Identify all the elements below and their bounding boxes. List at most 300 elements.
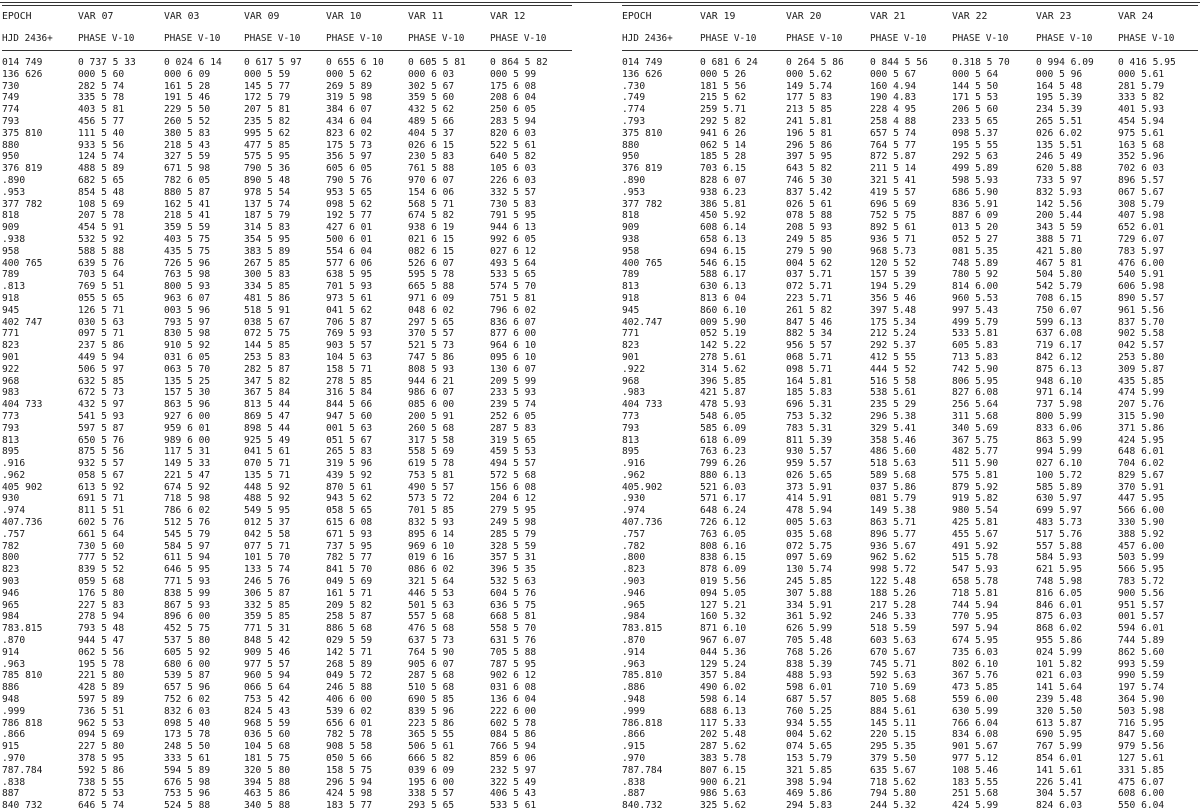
phase-magnitude-cell: 325 5.62 (700, 800, 747, 812)
phase-magnitude-cell: 293 5 65 (408, 800, 455, 812)
phase-magnitude-cell: 0 681 6 24 (700, 57, 758, 68)
phase-magnitude-cell: 221 5 47 (164, 469, 211, 481)
right-subheader-row (622, 28, 1198, 51)
phase-magnitude-cell: 122 5.48 (870, 576, 917, 588)
epoch-cell: 375 810 (2, 127, 43, 139)
phase-magnitude-cell: 000 5.62 (786, 68, 833, 80)
phase-magnitude-cell: 278 5.61 (700, 351, 747, 363)
phase-magnitude-cell: 094 5 69 (78, 729, 125, 741)
phase-magnitude-cell: 354 5 95 (244, 233, 291, 245)
table-row (622, 293, 1198, 305)
table-row (622, 493, 1198, 505)
phase-magnitude-cell: 371 5.86 (1118, 422, 1165, 434)
phase-magnitude-cell: 557 5 68 (408, 611, 455, 623)
phase-magnitude-cell: 0 024 6 14 (164, 57, 222, 68)
phase-magnitude-cell: 771 5 31 (244, 623, 291, 635)
phase-magnitude-cell: 597 5 89 (78, 694, 125, 706)
table-row (2, 529, 572, 541)
phase-magnitude-cell: 863 5.71 (870, 517, 917, 529)
table-row (622, 458, 1198, 470)
epoch-cell: 983 (2, 387, 20, 399)
phase-magnitude-cell: 209 5 99 (490, 375, 537, 387)
phase-magnitude-cell: 545 5 79 (164, 528, 211, 540)
phase-magnitude-cell: 454 5.94 (1118, 115, 1165, 127)
phase-magnitude-cell: 101 5 70 (244, 552, 291, 564)
phase-magnitude-cell: 160 4.94 (870, 80, 917, 92)
phase-magnitude-cell: 269 5 89 (326, 80, 373, 92)
phase-magnitude-cell: 001 5.57 (1118, 611, 1165, 623)
epoch-cell: 800 (2, 552, 20, 564)
phase-magnitude-cell: 248 5 50 (164, 741, 211, 753)
phase-magnitude-cell: 067 5.67 (1118, 186, 1165, 198)
table-row (2, 458, 572, 470)
phase-magnitude-cell: 671 5 93 (326, 528, 373, 540)
phase-magnitude-cell: 347 5 82 (244, 375, 291, 387)
phase-magnitude-cell: 848 5 42 (244, 635, 291, 647)
phase-magnitude-cell: 680 6 00 (164, 658, 211, 670)
phase-magnitude-cell: 058 5 67 (78, 469, 125, 481)
phase-magnitude-cell: 572 5 68 (490, 469, 537, 481)
phase-magnitude-cell: 621 5.95 (1036, 564, 1083, 576)
epoch-cell: .782 (622, 540, 646, 552)
phase-magnitude-cell: 839 5 52 (78, 564, 125, 576)
phase-magnitude-cell: 768 5.26 (786, 646, 833, 658)
phase-magnitude-cell: 944 6 21 (408, 375, 455, 387)
phase-magnitude-cell: 432 5 62 (408, 104, 455, 116)
phase-magnitude-cell: 968 5 59 (244, 717, 291, 729)
phase-magnitude-cell: 135 5 25 (164, 375, 211, 387)
phase-magnitude-cell: 705 5 88 (490, 646, 537, 658)
phase-magnitude-cell: 278 5 85 (326, 375, 373, 387)
phase-magnitude-cell: 557 5.88 (1036, 540, 1083, 552)
right-table-panel (622, 5, 1198, 812)
phase-magnitude-cell: 794 5.80 (870, 788, 917, 800)
phase-magnitude-cell: 696 5 69 (870, 198, 917, 210)
table-row (2, 741, 572, 753)
phase-magnitude-cell: 192 5 77 (326, 210, 373, 222)
phase-magnitude-cell: 183 5 77 (326, 800, 373, 812)
phase-magnitude-cell: 836 5.91 (952, 198, 999, 210)
table-row (2, 340, 572, 352)
table-row (622, 387, 1198, 399)
phase-magnitude-cell: 063 5 70 (164, 363, 211, 375)
table-row (622, 741, 1198, 753)
phase-magnitude-cell: 786 6 02 (164, 505, 211, 517)
phase-magnitude-cell: 782 5 77 (326, 552, 373, 564)
phase-magnitude-cell: 200 5.44 (1036, 210, 1083, 222)
phase-magnitude-cell: 763 6.05 (700, 528, 747, 540)
phase-magnitude-cell: 896 5.57 (1118, 174, 1165, 186)
table-row (2, 258, 572, 270)
table-row (622, 670, 1198, 682)
epoch-cell: 909 (622, 222, 640, 234)
phase-magnitude-cell: 521 5 73 (408, 340, 455, 352)
phase-magnitude-cell: 202 5.48 (700, 729, 747, 741)
table-row (2, 399, 572, 411)
phase-magnitude-cell: 388 5.92 (1118, 528, 1165, 540)
phase-magnitude-cell: 406 6 00 (326, 694, 373, 706)
phase-magnitude-cell: 493 5 64 (490, 257, 537, 269)
phase-magnitude-cell: 943 5 62 (326, 493, 373, 505)
phase-magnitude-cell: 744 5.94 (952, 599, 999, 611)
table-row (2, 470, 572, 482)
phase-magnitude-cell: 297 5 65 (408, 316, 455, 328)
table-row (622, 258, 1198, 270)
phase-magnitude-cell: 764 5 90 (408, 646, 455, 658)
phase-magnitude-cell: 475 6.07 (1118, 776, 1165, 788)
phase-magnitude-cell: 104 5 68 (244, 741, 291, 753)
epoch-cell: 895 (2, 446, 20, 458)
epoch-cell: .922 (622, 363, 646, 375)
phase-magnitude-cell: 800 5 93 (164, 281, 211, 293)
phase-magnitude-cell: 748 5.98 (1036, 576, 1083, 588)
phase-magnitude-cell: 886 5 68 (326, 623, 373, 635)
epoch-cell: 901 (2, 351, 20, 363)
phase-magnitude-cell: 761 5 88 (408, 163, 455, 175)
phase-magnitude-cell: 195 5 78 (78, 658, 125, 670)
phase-magnitude-cell: 648 6.24 (700, 505, 747, 517)
table-row (2, 435, 572, 447)
phase-magnitude-cell: 589 5.68 (870, 469, 917, 481)
phase-magnitude-cell: 000 5 62 (326, 68, 373, 80)
phase-magnitude-cell: 919 5.82 (952, 493, 999, 505)
table-row (2, 505, 572, 517)
phase-magnitude-cell: 658 6.13 (700, 233, 747, 245)
phase-magnitude-cell: 098 5 62 (326, 198, 373, 210)
phase-magnitude-cell: 962 5 53 (78, 717, 125, 729)
phase-magnitude-cell: 154 6 06 (408, 186, 455, 198)
epoch-cell: .887 (622, 788, 646, 800)
phase-magnitude-cell: 959 5.57 (786, 458, 833, 470)
phase-magnitude-cell: 144 5 85 (244, 340, 291, 352)
phase-magnitude-cell: 177 5 83 (786, 92, 833, 104)
phase-magnitude-cell: 986 6 07 (408, 387, 455, 399)
phase-magnitude-cell: 041 5 62 (326, 304, 373, 316)
phase-magnitude-cell: 490 5 57 (408, 481, 455, 493)
right-column-subheader: PHASE V-10 (700, 28, 786, 51)
phase-magnitude-cell: 846 6.01 (1036, 599, 1083, 611)
phase-magnitude-cell: 452 5 75 (164, 623, 211, 635)
phase-magnitude-cell: 233 5 65 (952, 115, 999, 127)
phase-magnitude-cell: 476 5 68 (408, 623, 455, 635)
phase-magnitude-cell: 811 5 51 (78, 505, 125, 517)
phase-magnitude-cell: 559 6.00 (952, 694, 999, 706)
epoch-cell: 886 (2, 682, 20, 694)
phase-magnitude-cell: 742 5.90 (952, 363, 999, 375)
phase-magnitude-cell: 467 5 81 (1036, 257, 1083, 269)
phase-magnitude-cell: 027 6 12 (490, 245, 537, 257)
phase-magnitude-cell: 603 5.63 (870, 635, 917, 647)
phase-magnitude-cell: 910 5 92 (164, 340, 211, 352)
phase-magnitude-cell: 246 5 49 (1036, 151, 1083, 163)
epoch-cell: .800 (622, 552, 646, 564)
phase-magnitude-cell: 340 5.69 (952, 422, 999, 434)
left-column-subheader: PHASE V-10 (164, 28, 244, 51)
phase-magnitude-cell: 412 5 55 (870, 351, 917, 363)
phase-magnitude-cell: 127 5.21 (700, 599, 747, 611)
epoch-cell: 402.747 (622, 316, 663, 328)
epoch-cell: 903 (2, 576, 20, 588)
phase-magnitude-cell: 185 5.83 (786, 387, 833, 399)
table-row (2, 611, 572, 623)
phase-magnitude-cell: 990 5.59 (1118, 670, 1165, 682)
phase-magnitude-cell: 331 5.85 (1118, 764, 1165, 776)
phase-magnitude-cell: 370 5.91 (1118, 481, 1165, 493)
phase-magnitude-cell: 359 5 85 (244, 611, 291, 623)
phase-magnitude-cell: 902 6 12 (490, 670, 537, 682)
phase-magnitude-cell: 432 5 97 (78, 399, 125, 411)
phase-magnitude-cell: 718 5.81 (952, 587, 999, 599)
phase-magnitude-cell: 516 5 58 (870, 375, 917, 387)
phase-magnitude-cell: 770 5.95 (952, 611, 999, 623)
phase-magnitude-cell: 311 5.68 (952, 410, 999, 422)
phase-magnitude-cell: 356 5 97 (326, 151, 373, 163)
phase-magnitude-cell: 738 5 55 (78, 776, 125, 788)
phase-magnitude-cell: 568 5 71 (408, 198, 455, 210)
phase-magnitude-cell: 208 6 04 (490, 92, 537, 104)
table-row (2, 116, 572, 128)
phase-magnitude-cell: 816 6.05 (1036, 587, 1083, 599)
phase-magnitude-cell: 510 5 68 (408, 682, 455, 694)
phase-magnitude-cell: 424 5 98 (326, 788, 373, 800)
phase-magnitude-cell: 367 5 84 (244, 387, 291, 399)
left-column-header: VAR 03 (164, 6, 244, 29)
phase-magnitude-cell: 144 5 50 (952, 80, 999, 92)
phase-magnitude-cell: 029 5 59 (326, 635, 373, 647)
phase-magnitude-cell: 847 5.60 (1118, 729, 1165, 741)
phase-magnitude-cell: 287 5.62 (700, 741, 747, 753)
phase-magnitude-cell: 936 5.67 (870, 540, 917, 552)
phase-magnitude-cell: 136 6 04 (490, 694, 537, 706)
phase-magnitude-cell: 207 5 81 (244, 104, 291, 116)
phase-magnitude-cell: 841 5 70 (326, 564, 373, 576)
phase-magnitude-cell: 478 5.93 (700, 399, 747, 411)
table-row (2, 753, 572, 765)
epoch-cell: .930 (622, 493, 646, 505)
table-row (622, 364, 1198, 376)
right-photometry-table (622, 5, 1198, 812)
phase-magnitude-cell: 004 5.62 (786, 729, 833, 741)
phase-magnitude-cell: 000 5 64 (952, 68, 999, 80)
epoch-cell: 773 (622, 410, 640, 422)
epoch-cell: 730 (2, 80, 20, 92)
epoch-cell: .838 (622, 776, 646, 788)
epoch-cell: .962 (622, 469, 646, 481)
phase-magnitude-cell: 665 5 88 (408, 281, 455, 293)
phase-magnitude-cell: 234 5.39 (1036, 104, 1083, 116)
epoch-cell: .823 (622, 564, 646, 576)
phase-magnitude-cell: 639 5 76 (78, 257, 125, 269)
epoch-cell: 984 (2, 611, 20, 623)
phase-magnitude-cell: 688 6.13 (700, 705, 747, 717)
phase-magnitude-cell: 137 5 74 (244, 198, 291, 210)
phase-magnitude-cell: 566 6.00 (1118, 505, 1165, 517)
left-column-subheader: PHASE V-10 (408, 28, 490, 51)
phase-magnitude-cell: 024 5.99 (1036, 646, 1083, 658)
phase-magnitude-cell: 938 6.23 (700, 186, 747, 198)
phase-magnitude-cell: 630 5.97 (1036, 493, 1083, 505)
phase-magnitude-cell: 026 5 61 (786, 198, 833, 210)
phase-magnitude-cell: 292 5 82 (700, 115, 747, 127)
phase-magnitude-cell: 967 6.07 (700, 635, 747, 647)
phase-magnitude-cell: 903 5 57 (326, 340, 373, 352)
epoch-cell: 880 (2, 139, 20, 151)
epoch-cell: .866 (2, 729, 26, 741)
phase-magnitude-cell: 969 6 10 (408, 540, 455, 552)
phase-magnitude-cell: 506 5 97 (78, 363, 125, 375)
epoch-cell: .886 (622, 682, 646, 694)
phase-magnitude-cell: 834 6.08 (952, 729, 999, 741)
right-column-subheader: PHASE V-10 (870, 28, 952, 51)
phase-magnitude-cell: 321 5.85 (786, 764, 833, 776)
phase-magnitude-cell: 961 5.56 (1118, 304, 1165, 316)
phase-magnitude-cell: 620 5.88 (1036, 163, 1083, 175)
phase-magnitude-cell: 491 5.92 (952, 540, 999, 552)
table-row (2, 493, 572, 505)
left-column-header: VAR 09 (244, 6, 326, 29)
phase-magnitude-cell: 000 5 26 (700, 68, 747, 80)
table-row (2, 682, 572, 694)
phase-magnitude-cell: 446 5 53 (408, 587, 455, 599)
epoch-cell: 968 (622, 375, 640, 387)
table-row (2, 718, 572, 730)
phase-magnitude-cell: 782 6 05 (164, 174, 211, 186)
epoch-cell: .749 (622, 92, 646, 104)
phase-magnitude-cell: 630 6.13 (700, 281, 747, 293)
phase-magnitude-cell: 933 5 56 (78, 139, 125, 151)
epoch-cell: 813 (2, 434, 20, 446)
epoch-cell: 400 765 (2, 257, 43, 269)
phase-magnitude-cell: 142 5.22 (700, 340, 747, 352)
phase-magnitude-cell: 704 6.02 (1118, 458, 1165, 470)
phase-magnitude-cell: 767 5.99 (1036, 741, 1083, 753)
phase-magnitude-cell: 930 5.57 (786, 446, 833, 458)
phase-magnitude-cell: 733 5 97 (1036, 174, 1083, 186)
phase-magnitude-cell: 292 5.37 (870, 340, 917, 352)
phase-magnitude-cell: 875 6.03 (1036, 611, 1083, 623)
phase-magnitude-cell: 037 5.86 (870, 481, 917, 493)
phase-magnitude-cell: 735 6.03 (952, 646, 999, 658)
epoch-cell: .890 (2, 174, 26, 186)
phase-magnitude-cell: 450 5.92 (700, 210, 747, 222)
phase-magnitude-cell: 962 5.62 (870, 552, 917, 564)
phase-magnitude-cell: 575 5 95 (244, 151, 291, 163)
phase-magnitude-cell: 682 5 65 (78, 174, 125, 186)
phase-magnitude-cell: 646 5 74 (78, 800, 125, 812)
phase-magnitude-cell: 573 5 72 (408, 493, 455, 505)
phase-magnitude-cell: 327 5 59 (164, 151, 211, 163)
table-row (622, 104, 1198, 116)
phase-magnitude-cell: 604 5 76 (490, 587, 537, 599)
table-row (622, 470, 1198, 482)
phase-magnitude-cell: 481 5 86 (244, 292, 291, 304)
phase-magnitude-cell: 315 5.90 (1118, 410, 1165, 422)
phase-magnitude-cell: 751 5 81 (490, 292, 537, 304)
phase-magnitude-cell: 097 5 71 (78, 328, 125, 340)
phase-magnitude-cell: 000 5 67 (870, 68, 917, 80)
epoch-cell: 945 (622, 304, 640, 316)
epoch-cell: .890 (622, 174, 646, 186)
phase-magnitude-cell: 424 5.95 (1118, 434, 1165, 446)
phase-magnitude-cell: 619 5 78 (408, 458, 455, 470)
table-row (2, 541, 572, 553)
phase-magnitude-cell: 986 5.63 (700, 788, 747, 800)
epoch-cell: 958 (622, 245, 640, 257)
phase-magnitude-cell: 503 5.99 (1118, 552, 1165, 564)
epoch-cell: 918 (622, 292, 640, 304)
phase-magnitude-cell: 163 5 68 (1118, 139, 1165, 151)
epoch-cell: .974 (2, 505, 26, 517)
table-row (2, 128, 572, 140)
phase-magnitude-cell: 637 6.08 (1036, 328, 1083, 340)
table-row (622, 352, 1198, 364)
phase-magnitude-cell: 455 5.67 (952, 528, 999, 540)
phase-magnitude-cell: 220 5.15 (870, 729, 917, 741)
phase-magnitude-cell: 814 6.00 (952, 281, 999, 293)
phase-magnitude-cell: 766 5 94 (490, 741, 537, 753)
phase-magnitude-cell: 038 5 67 (244, 316, 291, 328)
phase-magnitude-cell: 149 5.74 (786, 80, 833, 92)
phase-magnitude-cell: 605 5.83 (952, 340, 999, 352)
phase-magnitude-cell: 548 6.05 (700, 410, 747, 422)
phase-magnitude-cell: 204 6 12 (490, 493, 537, 505)
phase-magnitude-cell: 862 5.60 (1118, 646, 1165, 658)
phase-magnitude-cell: 807 6.15 (700, 764, 747, 776)
phase-magnitude-cell: 332 5 85 (244, 599, 291, 611)
phase-magnitude-cell: 135 5 71 (244, 469, 291, 481)
phase-magnitude-cell: 295 5.35 (870, 741, 917, 753)
phase-magnitude-cell: 457 6.00 (1118, 540, 1165, 552)
epoch-cell: 887 (2, 788, 20, 800)
phase-magnitude-cell: 439 5 92 (326, 469, 373, 481)
phase-magnitude-cell: 435 5.85 (1118, 375, 1165, 387)
phase-magnitude-cell: 031 6 05 (164, 351, 211, 363)
table-row (2, 788, 572, 800)
phase-magnitude-cell: 737 5 95 (326, 540, 373, 552)
phase-magnitude-cell: 872 5.87 (870, 151, 917, 163)
phase-magnitude-cell: 879 5.92 (952, 481, 999, 493)
phase-magnitude-cell: 448 5 92 (244, 481, 291, 493)
phase-magnitude-cell: 000 5 60 (78, 68, 125, 80)
epoch-cell: 840.732 (622, 800, 663, 812)
phase-magnitude-cell: 594 6.01 (1118, 623, 1165, 635)
right-column-subheader: HJD 2436+ (622, 28, 700, 51)
phase-magnitude-cell: 0 264 5 86 (786, 57, 844, 68)
phase-magnitude-cell: 130 5.74 (786, 564, 833, 576)
table-row (2, 623, 572, 635)
table-row (2, 81, 572, 93)
phase-magnitude-cell: 367 5.75 (952, 434, 999, 446)
phase-magnitude-cell: 760 5.25 (786, 705, 833, 717)
phase-magnitude-cell: 847 5 46 (786, 316, 833, 328)
phase-magnitude-cell: 200 5 91 (408, 410, 455, 422)
phase-magnitude-cell: 588 5 88 (78, 245, 125, 257)
phase-magnitude-cell: 406 5 43 (490, 788, 537, 800)
table-row (622, 281, 1198, 293)
phase-magnitude-cell: 447 5.95 (1118, 493, 1165, 505)
phase-magnitude-cell: 207 5 78 (78, 210, 125, 222)
table-row (622, 69, 1198, 81)
phase-magnitude-cell: 598 5.93 (952, 174, 999, 186)
phase-magnitude-cell: 806 5.95 (952, 375, 999, 387)
phase-magnitude-cell: 296 5.38 (870, 410, 917, 422)
phase-magnitude-cell: 670 5.67 (870, 646, 917, 658)
phase-magnitude-cell: 494 5 57 (490, 458, 537, 470)
phase-magnitude-cell: 895 6 14 (408, 528, 455, 540)
table-row (2, 600, 572, 612)
phase-magnitude-cell: 285 5 79 (490, 528, 537, 540)
phase-magnitude-cell: 571 6.17 (700, 493, 747, 505)
